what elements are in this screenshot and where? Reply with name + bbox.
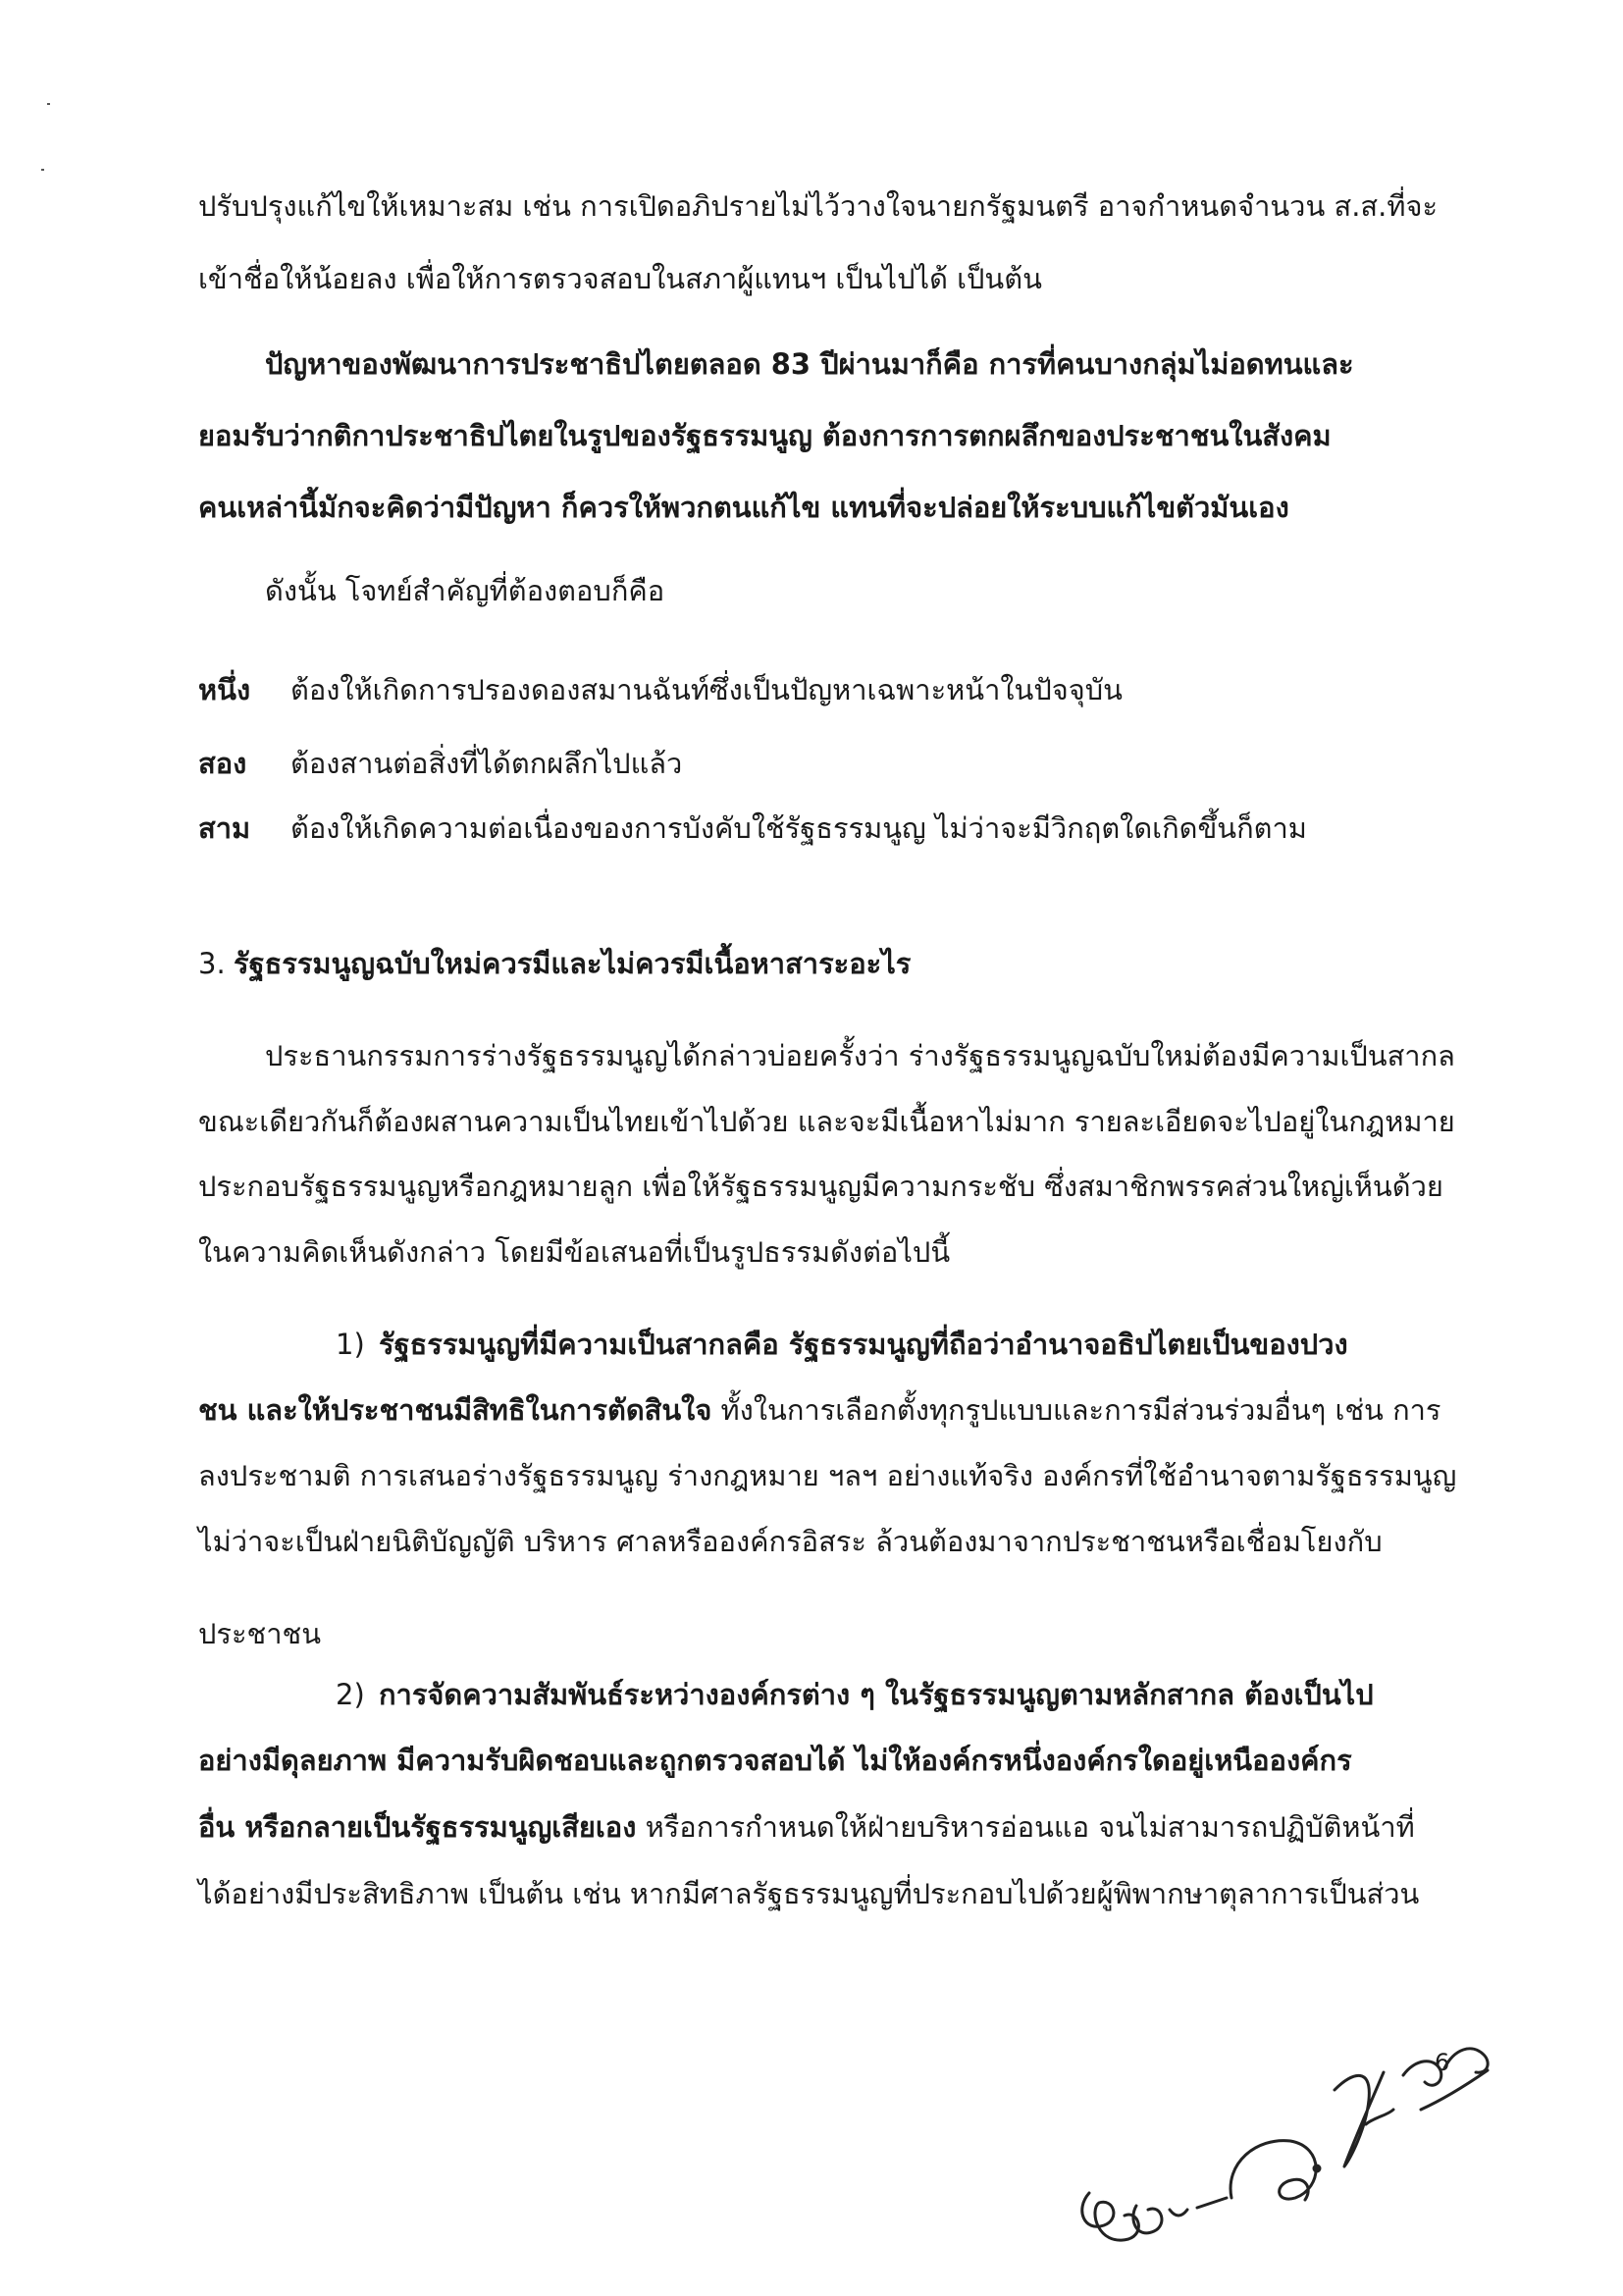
point-line xyxy=(198,1807,1415,1847)
point-line: ประชาชน xyxy=(198,1617,322,1650)
section-title: รัฐธรรมนูญฉบับใหม่ควรมีและไม่ควรมีเนื้อหาสาระอะไร xyxy=(234,947,912,980)
item-label: สอง xyxy=(198,747,247,780)
item-label: หนึ่ง xyxy=(198,673,251,706)
section-number: 3. xyxy=(198,947,226,980)
section-paragraph-line: ประกอบรัฐธรรมนูญหรือกฎหมายลูก เพื่อให้รัฐธรรมนูญมีความกระชับ ซึ่งสมาชิกพรรคส่วนใหญ่เห็นด้วย xyxy=(198,1170,1443,1203)
section-paragraph-line: ประธานกรรมการร่างรัฐธรรมนูญได้กล่าวบ่อยครั้งว่า ร่างรัฐธรรมนูญฉบับใหม่ต้องมีความเป็นสากล xyxy=(265,1039,1455,1072)
point-line: อย่างมีดุลยภาพ มีความรับผิดชอบและถูกตรวจสอบได้ ไม่ให้องค์กรหนึ่งองค์กรใดอยู่เหนือองค์กร xyxy=(198,1744,1352,1777)
item-label: สาม xyxy=(198,811,251,845)
intro-line: ปรับปรุงแก้ไขให้เหมาะสม เช่น การเปิดอภิปรายไม่ไว้วางใจนายกรัฐมนตรี อาจกำหนดจำนวน ส.ส.ที่จะ xyxy=(198,189,1439,223)
scan-speck xyxy=(47,103,50,105)
point-number: 1) xyxy=(336,1328,365,1361)
item-text: ต้องให้เกิดความต่อเนื่องของการบังคับใช้รัฐธรรมนูญ ไม่ว่าจะมีวิกฤตใดเกิดขึ้นก็ตาม xyxy=(290,811,1307,845)
section-paragraph-line: ในความคิดเห็นดังกล่าว โดยมีข้อเสนอที่เป็นรูปธรรมดังต่อไปนี้ xyxy=(198,1235,951,1269)
intro-line: เข้าชื่อให้น้อยลง เพื่อให้การตรวจสอบในสภาผู้แทนฯ เป็นไปได้ เป็นต้น xyxy=(198,262,1042,295)
lead-line: ดังนั้น โจทย์สำคัญที่ต้องตอบก็คือ xyxy=(265,574,665,607)
point-number: 2) xyxy=(336,1678,365,1711)
point-line: การจัดความสัมพันธ์ระหว่างองค์กรต่าง ๆ ในรัฐธรรมนูญตามหลักสากล ต้องเป็นไป xyxy=(379,1678,1374,1711)
point-text: หรือการกำหนดให้ฝ่ายบริหารอ่อนแอ จนไม่สามารถปฏิบัติหน้าที่ xyxy=(636,1810,1415,1844)
point-line: ได้อย่างมีประสิทธิภาพ เป็นต้น เช่น หากมีศาลรัฐธรรมนูญที่ประกอบไปด้วยผู้พิพากษาตุลาการเป็นส่วน xyxy=(198,1877,1420,1910)
scan-speck xyxy=(41,169,44,171)
item-text: ต้องให้เกิดการปรองดองสมานฉันท์ซึ่งเป็นปัญหาเฉพาะหน้าในปัจจุบัน xyxy=(290,673,1123,706)
point-line: ลงประชามติ การเสนอร่างรัฐธรรมนูญ ร่างกฎหมาย ฯลฯ อย่างแท้จริง องค์กรที่ใช้อำนาจตามรัฐธรรมนูญ xyxy=(198,1459,1457,1492)
point-line xyxy=(198,1390,1441,1430)
page-number: 6 xyxy=(1435,2049,1450,2076)
section-paragraph-line: ขณะเดียวกันก็ต้องผสานความเป็นไทยเข้าไปด้วย และจะมีเนื้อหาไม่มาก รายละเอียดจะไปอยู่ในกฎหมาย xyxy=(198,1105,1455,1138)
point-line: รัฐธรรมนูญที่มีความเป็นสากลคือ รัฐธรรมนูญที่ถือว่าอำนาจอธิปไตยเป็นของปวง xyxy=(379,1328,1348,1361)
bold-paragraph-line: คนเหล่านี้มักจะคิดว่ามีปัญหา ก็ควรให้พวกตนแก้ไข แทนที่จะปล่อยให้ระบบแก้ไขตัวมันเอง xyxy=(198,491,1289,524)
point-text: ทั้งในการเลือกตั้งทุกรูปแบบและการมีส่วนร่วมอื่นๆ เช่น การ xyxy=(711,1393,1441,1427)
item-text: ต้องสานต่อสิ่งที่ได้ตกผลึกไปแล้ว xyxy=(290,747,683,780)
point-line: ไม่ว่าจะเป็นฝ่ายนิติบัญญัติ บริหาร ศาลหรือองค์กรอิสระ ล้วนต้องมาจากประชาชนหรือเชื่อมโยงกับ xyxy=(198,1525,1383,1558)
point-emphasis: อื่น หรือกลายเป็นรัฐธรรมนูญเสียเอง xyxy=(198,1810,637,1844)
point-emphasis: ชน และให้ประชาชนมีสิทธิในการตัดสินใจ xyxy=(198,1393,712,1427)
bold-paragraph-line: ปัญหาของพัฒนาการประชาธิปไตยตลอด 83 ปีผ่านมาก็คือ การที่คนบางกลุ่มไม่อดทนและ xyxy=(265,347,1354,381)
handwritten-signature xyxy=(1060,1953,1609,2286)
bold-paragraph-line: ยอมรับว่ากติกาประชาธิปไตยในรูปของรัฐธรรมนูญ ต้องการการตกผลึกของประชาชนในสังคม xyxy=(198,419,1332,452)
